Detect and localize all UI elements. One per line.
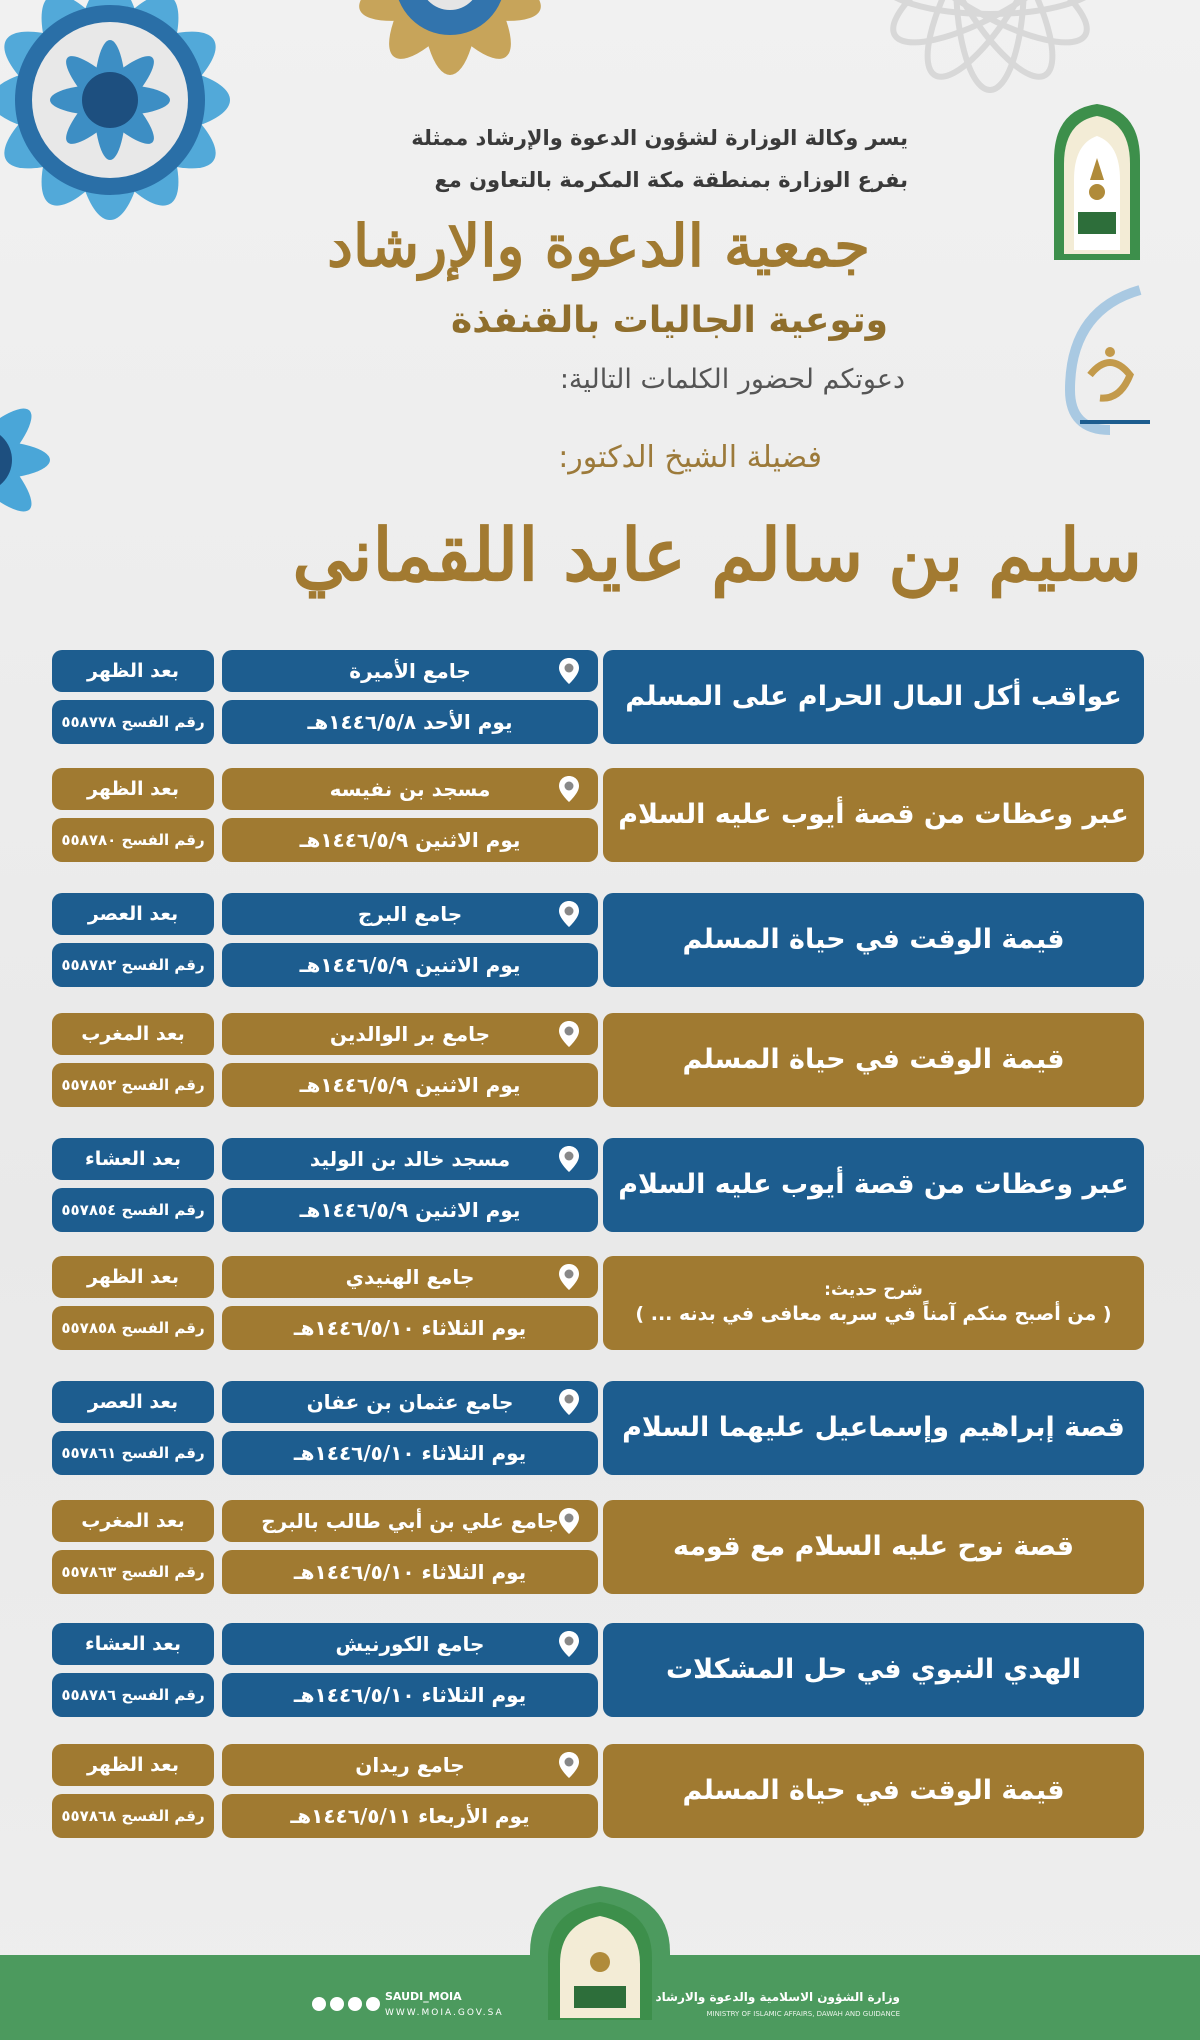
lecture-row — [52, 650, 1144, 744]
lecture-topic: عبر وعظات من قصة أيوب عليه السلام — [603, 1138, 1144, 1232]
instagram-icon[interactable] — [348, 1997, 362, 2011]
lecture-permit-number: رقم الفسح ٥٥٧٨٥٨ — [52, 1306, 214, 1350]
lecture-row — [52, 768, 1144, 862]
location-pin-icon — [554, 774, 584, 804]
intro-line-1: يسر وكالة الوزارة لشؤون الدعوة والإرشاد ممثلة — [411, 126, 908, 150]
lecture-mosque-name: مسجد بن نفيسه — [329, 777, 491, 801]
org-subtitle: وتوعية الجاليات بالقنفذة — [451, 300, 888, 341]
lecture-permit-number: رقم الفسح ٥٥٨٧٧٨ — [52, 700, 214, 744]
lecture-date: يوم الأحد ١٤٤٦/٥/٨هـ — [222, 700, 598, 744]
lecture-topic: عبر وعظات من قصة أيوب عليه السلام — [603, 768, 1144, 862]
lecture-mosque — [222, 768, 598, 810]
huda-logo — [1050, 280, 1160, 440]
lecture-time: بعد المغرب — [52, 1500, 214, 1542]
snapchat-icon[interactable] — [366, 1997, 380, 2011]
lecture-row — [52, 1138, 1144, 1232]
lecture-time: بعد العشاء — [52, 1623, 214, 1665]
footer-social-handle[interactable]: SAUDI_MOIA — [385, 1990, 462, 2003]
lecture-mosque-name: جامع الأميرة — [349, 659, 471, 683]
sheikh-title: فضيلة الشيخ الدكتور: — [558, 440, 822, 475]
lecture-topic-line-2: ( من أصبح منكم آمناً في سربه معافى في بدنه ... ) — [635, 1302, 1112, 1325]
location-pin-icon — [554, 1262, 584, 1292]
lecture-date: يوم الاثنين ١٤٤٦/٥/٩هـ — [222, 943, 598, 987]
lecture-row — [52, 1256, 1144, 1350]
decorative-rosette — [0, 360, 80, 580]
lecture-row — [52, 893, 1144, 987]
intro-line-2: بفرع الوزارة بمنطقة مكة المكرمة بالتعاون مع — [434, 168, 908, 192]
location-pin-icon — [554, 1506, 584, 1536]
lecture-mosque — [222, 1744, 598, 1786]
location-pin-icon — [554, 1144, 584, 1174]
lecture-mosque-name: مسجد خالد بن الوليد — [309, 1147, 511, 1171]
sheikh-name: سليم بن سالم عايد اللقماني — [292, 512, 1142, 597]
lecture-date: يوم الاثنين ١٤٤٦/٥/٩هـ — [222, 1188, 598, 1232]
lecture-topic: عواقب أكل المال الحرام على المسلم — [603, 650, 1144, 744]
lecture-mosque-name: جامع علي بن أبي طالب بالبرج — [261, 1509, 559, 1533]
lecture-mosque — [222, 1138, 598, 1180]
location-pin-icon — [554, 656, 584, 686]
lecture-mosque — [222, 1256, 598, 1298]
lecture-permit-number: رقم الفسح ٥٥٧٨٦١ — [52, 1431, 214, 1475]
lecture-mosque-name: جامع الهنيدي — [345, 1265, 475, 1289]
lecture-permit-number: رقم الفسح ٥٥٧٨٦٨ — [52, 1794, 214, 1838]
lecture-permit-number: رقم الفسح ٥٥٧٨٥٢ — [52, 1063, 214, 1107]
lecture-mosque — [222, 650, 598, 692]
twitter-icon[interactable] — [312, 1997, 326, 2011]
lecture-mosque-name: جامع ريدان — [355, 1753, 465, 1777]
lecture-mosque — [222, 1381, 598, 1423]
lecture-mosque — [222, 1500, 598, 1542]
lecture-mosque-name: جامع بر الوالدين — [329, 1022, 491, 1046]
footer-ministry-arabic: وزارة الشؤون الاسلامية والدعوة والارشاد — [655, 1990, 900, 2004]
lecture-topic: قصة نوح عليه السلام مع قومه — [603, 1500, 1144, 1594]
lecture-permit-number: رقم الفسح ٥٥٨٧٨٠ — [52, 818, 214, 862]
lecture-permit-number: رقم الفسح ٥٥٨٧٨٦ — [52, 1673, 214, 1717]
lecture-topic: قيمة الوقت في حياة المسلم — [603, 893, 1144, 987]
location-pin-icon — [554, 1629, 584, 1659]
invite-line: دعوتكم لحضور الكلمات التالية: — [559, 364, 905, 395]
lecture-permit-number: رقم الفسح ٥٥٧٨٥٤ — [52, 1188, 214, 1232]
lecture-row — [52, 1500, 1144, 1594]
lecture-date: يوم الثلاثاء ١٤٤٦/٥/١٠هـ — [222, 1550, 598, 1594]
lecture-topic: قيمة الوقت في حياة المسلم — [603, 1013, 1144, 1107]
lecture-time: بعد الظهر — [52, 650, 214, 692]
lecture-time: بعد العصر — [52, 893, 214, 935]
location-pin-icon — [554, 1387, 584, 1417]
org-name: جمعية الدعوة والإرشاد — [327, 212, 870, 280]
ministry-emblem-logo — [1046, 100, 1148, 260]
lecture-row — [52, 1623, 1144, 1717]
decorative-rosette — [290, 0, 610, 110]
lecture-row — [52, 1381, 1144, 1475]
lecture-time: بعد المغرب — [52, 1013, 214, 1055]
lecture-topic — [603, 1256, 1144, 1350]
footer-website[interactable]: WWW.MOIA.GOV.SA — [385, 2008, 504, 2018]
youtube-icon[interactable] — [330, 1997, 344, 2011]
lecture-date: يوم الثلاثاء ١٤٤٦/٥/١٠هـ — [222, 1431, 598, 1475]
lecture-row — [52, 1744, 1144, 1838]
lecture-mosque-name: جامع الكورنيش — [335, 1632, 485, 1656]
lecture-row — [52, 1013, 1144, 1107]
lecture-topic: قصة إبراهيم وإسماعيل عليهما السلام — [603, 1381, 1144, 1475]
lecture-mosque-name: جامع عثمان بن عفان — [306, 1390, 514, 1414]
lecture-time: بعد الظهر — [52, 1744, 214, 1786]
lecture-mosque — [222, 1013, 598, 1055]
lecture-topic: قيمة الوقت في حياة المسلم — [603, 1744, 1144, 1838]
lecture-date: يوم الثلاثاء ١٤٤٦/٥/١٠هـ — [222, 1306, 598, 1350]
lecture-mosque-name: جامع البرج — [357, 902, 463, 926]
lecture-mosque — [222, 893, 598, 935]
lecture-date: يوم الأربعاء ١٤٤٦/٥/١١هـ — [222, 1794, 598, 1838]
lecture-date: يوم الاثنين ١٤٤٦/٥/٩هـ — [222, 818, 598, 862]
lecture-date: يوم الثلاثاء ١٤٤٦/٥/١٠هـ — [222, 1673, 598, 1717]
lecture-topic: الهدي النبوي في حل المشكلات — [603, 1623, 1144, 1717]
footer-ministry-english: MINISTRY OF ISLAMIC AFFAIRS, DAWAH AND GUIDANCE — [706, 2010, 900, 2018]
lecture-topic-line-1: شرح حديث: — [824, 1279, 923, 1300]
location-pin-icon — [554, 899, 584, 929]
lecture-time: بعد العشاء — [52, 1138, 214, 1180]
lecture-permit-number: رقم الفسح ٥٥٨٧٨٢ — [52, 943, 214, 987]
location-pin-icon — [554, 1019, 584, 1049]
lecture-time: بعد العصر — [52, 1381, 214, 1423]
lecture-permit-number: رقم الفسح ٥٥٧٨٦٣ — [52, 1550, 214, 1594]
lecture-time: بعد الظهر — [52, 768, 214, 810]
lecture-mosque — [222, 1623, 598, 1665]
lecture-time: بعد الظهر — [52, 1256, 214, 1298]
location-pin-icon — [554, 1750, 584, 1780]
lecture-date: يوم الاثنين ١٤٤٦/٥/٩هـ — [222, 1063, 598, 1107]
